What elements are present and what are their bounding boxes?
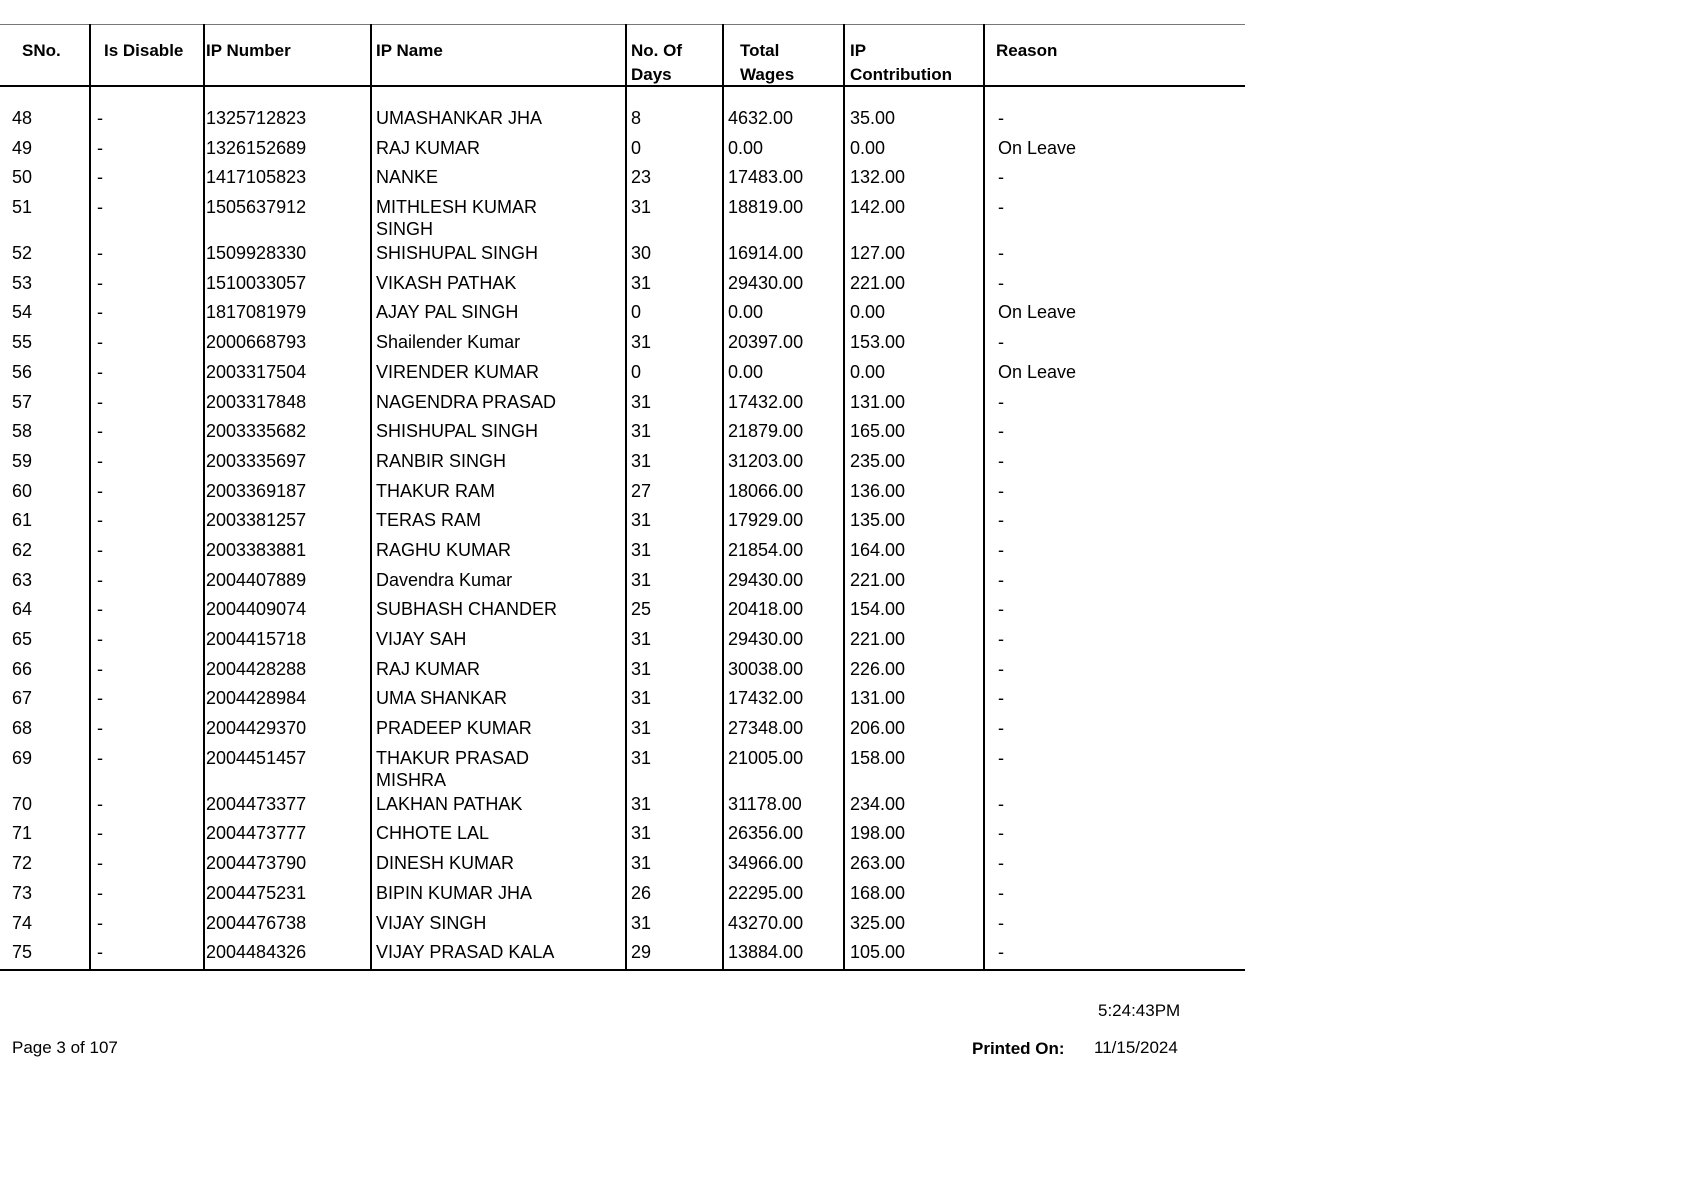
cell-sno: 60 [12,480,33,501]
cell-days: 26 [631,882,652,903]
table-row [0,565,1245,595]
cell-wages: 13884.00 [728,942,804,963]
cell-reason: - [998,569,1004,590]
cell-contribution: 263.00 [850,853,906,874]
cell-days: 31 [631,718,652,739]
table-top-border [0,24,1245,25]
cell-ip-number: 2004451457 [206,747,307,768]
cell-ip-number: 2004415718 [206,629,307,649]
cell-days: 8 [631,108,642,128]
table-row [0,743,1245,789]
cell-ip-name: BIPIN KUMAR JHA [376,882,533,903]
cell-reason: - [998,539,1004,560]
cell-reason: - [998,450,1004,471]
cell-ip-number: 1817081979 [206,302,307,323]
cell-ip-number: 2003381257 [206,510,307,531]
cell-is-disable: - [97,539,103,560]
cell-days: 31 [631,272,652,293]
cell-reason: - [998,912,1004,933]
cell-ip-name: Davendra Kumar [376,569,513,590]
cell-wages: 20397.00 [728,332,804,353]
table-row [0,878,1245,908]
cell-wages: 30038.00 [728,658,804,679]
cell-days: 0 [631,137,642,158]
cell-sno: 72 [12,853,33,874]
cell-reason: - [998,332,1004,353]
cell-sno: 74 [12,912,33,933]
cell-wages: 4632.00 [728,108,794,128]
cell-wages: 34966.00 [728,853,804,874]
cell-ip-number: 2003335682 [206,421,307,442]
cell-ip-name: RAJ KUMAR [376,658,481,679]
cell-contribution: 325.00 [850,912,906,933]
cell-wages: 26356.00 [728,823,804,844]
cell-days: 31 [631,332,652,353]
cell-reason: On Leave [998,137,1077,158]
cell-reason: - [998,942,1004,963]
cell-contribution: 153.00 [850,332,906,353]
cell-days: 31 [631,688,652,709]
cell-reason: - [998,272,1004,293]
cell-reason: - [998,197,1004,218]
cell-contribution: 235.00 [850,450,906,471]
table-row [0,818,1245,848]
printed-on-label: Printed On: [972,1039,1065,1058]
cell-ip-name: VIJAY PRASAD KALA [376,942,555,963]
header-sno: SNo. [22,41,61,60]
cell-contribution: 0.00 [850,361,886,382]
cell-sno: 64 [12,599,33,620]
cell-sno: 67 [12,688,33,709]
cell-wages: 18066.00 [728,480,804,501]
cell-ip-name: Shailender Kumar [376,332,521,353]
cell-ip-number: 1505637912 [206,197,307,218]
table-row [0,683,1245,713]
cell-contribution: 142.00 [850,197,906,218]
cell-ip-number: 2003383881 [206,539,307,560]
header-ip-name: IP Name [376,41,443,60]
cell-is-disable: - [97,243,103,264]
cell-wages: 21879.00 [728,421,804,442]
cell-contribution: 221.00 [850,569,906,590]
cell-contribution: 198.00 [850,823,906,844]
cell-reason: - [998,823,1004,844]
cell-ip-number: 2004428984 [206,688,307,709]
cell-reason: - [998,793,1004,814]
table-row [0,937,1245,967]
cell-sno: 69 [12,747,33,768]
cell-sno: 71 [12,823,33,844]
table-row [0,357,1245,387]
cell-wages: 18819.00 [728,197,804,218]
table-row [0,594,1245,624]
cell-contribution: 135.00 [850,510,906,531]
cell-contribution: 35.00 [850,108,896,128]
cell-sno: 61 [12,510,33,531]
cell-sno: 62 [12,539,33,560]
table-row [0,476,1245,506]
cell-is-disable: - [97,391,103,412]
cell-wages: 21005.00 [728,747,804,768]
cell-reason: - [998,629,1004,649]
cell-ip-number: 2003335697 [206,450,307,471]
cell-reason: - [998,108,1004,128]
cell-ip-name: RANBIR SINGH [376,450,507,471]
header-separator [0,85,1245,87]
cell-sno: 59 [12,450,33,471]
cell-ip-number: 2004428288 [206,658,307,679]
cell-days: 0 [631,361,642,382]
cell-wages: 22295.00 [728,882,804,903]
cell-sno: 57 [12,391,33,412]
cell-is-disable: - [97,629,103,649]
cell-ip-name: MITHLESH KUMAR SINGH [376,197,538,240]
cell-contribution: 158.00 [850,747,906,768]
cell-ip-number: 2004473377 [206,793,307,814]
cell-ip-number: 2003317848 [206,391,307,412]
cell-contribution: 226.00 [850,658,906,679]
cell-reason: - [998,658,1004,679]
table-body [0,103,1245,967]
cell-days: 31 [631,793,652,814]
cell-is-disable: - [97,823,103,844]
cell-ip-number: 1510033057 [206,272,307,293]
cell-ip-number: 2004475231 [206,882,307,903]
cell-sno: 55 [12,332,33,353]
cell-is-disable: - [97,137,103,158]
cell-contribution: 127.00 [850,243,906,264]
cell-reason: On Leave [998,361,1077,382]
cell-is-disable: - [97,302,103,323]
cell-days: 31 [631,658,652,679]
table-row [0,713,1245,743]
cell-days: 31 [631,853,652,874]
cell-wages: 16914.00 [728,243,804,264]
table-row [0,238,1245,268]
cell-days: 31 [631,197,652,218]
cell-wages: 0.00 [728,361,764,382]
cell-days: 31 [631,391,652,412]
cell-ip-name: RAJ KUMAR [376,137,481,158]
cell-ip-number: 1325712823 [206,108,307,128]
table-row [0,268,1245,298]
cell-reason: - [998,243,1004,264]
cell-sno: 56 [12,361,33,382]
table-row [0,387,1245,417]
cell-ip-name: VIJAY SAH [376,629,467,649]
header-contribution: IP Contribution [850,41,952,84]
cell-sno: 54 [12,302,33,323]
cell-contribution: 132.00 [850,167,906,188]
cell-days: 27 [631,480,652,501]
cell-days: 31 [631,569,652,590]
cell-ip-number: 1509928330 [206,243,307,264]
cell-is-disable: - [97,450,103,471]
cell-wages: 17432.00 [728,391,804,412]
cell-ip-name: AJAY PAL SINGH [376,302,519,323]
cell-is-disable: - [97,747,103,768]
table-row [0,192,1245,238]
cell-contribution: 168.00 [850,882,906,903]
cell-sno: 65 [12,629,33,649]
cell-contribution: 131.00 [850,391,906,412]
cell-ip-name: SHISHUPAL SINGH [376,421,539,442]
cell-wages: 17432.00 [728,688,804,709]
cell-reason: - [998,480,1004,501]
cell-is-disable: - [97,108,103,128]
cell-reason: - [998,510,1004,531]
cell-reason: On Leave [998,302,1077,323]
table-row [0,789,1245,819]
cell-sno: 73 [12,882,33,903]
cell-ip-number: 2004429370 [206,718,307,739]
table-row [0,297,1245,327]
table-row [0,624,1245,654]
table-row [0,505,1245,535]
cell-contribution: 105.00 [850,942,906,963]
cell-ip-number: 2000668793 [206,332,307,353]
cell-days: 31 [631,747,652,768]
cell-wages: 31203.00 [728,450,804,471]
table-row [0,133,1245,163]
cell-days: 29 [631,942,652,963]
table-row [0,446,1245,476]
cell-contribution: 136.00 [850,480,906,501]
table-bottom-border [0,969,1245,971]
cell-is-disable: - [97,912,103,933]
cell-contribution: 221.00 [850,272,906,293]
cell-wages: 17483.00 [728,167,804,188]
cell-ip-number: 2004407889 [206,569,307,590]
cell-is-disable: - [97,332,103,353]
cell-days: 0 [631,302,642,323]
table-row [0,327,1245,357]
cell-wages: 43270.00 [728,912,804,933]
table-row [0,908,1245,938]
cell-is-disable: - [97,480,103,501]
cell-ip-name: NAGENDRA PRASAD [376,391,557,412]
cell-wages: 0.00 [728,137,764,158]
cell-ip-name: THAKUR PRASAD MISHRA [376,747,530,790]
cell-days: 23 [631,167,652,188]
cell-is-disable: - [97,853,103,874]
cell-sno: 58 [12,421,33,442]
cell-contribution: 165.00 [850,421,906,442]
cell-ip-name: THAKUR RAM [376,480,496,501]
cell-ip-number: 2004409074 [206,599,307,620]
cell-reason: - [998,853,1004,874]
cell-contribution: 154.00 [850,599,906,620]
cell-contribution: 131.00 [850,688,906,709]
cell-sno: 66 [12,658,33,679]
header-wages: Total Wages [740,41,795,84]
table-row [0,416,1245,446]
cell-is-disable: - [97,658,103,679]
header-reason: Reason [996,41,1058,60]
cell-ip-number: 1417105823 [206,167,307,188]
cell-wages: 17929.00 [728,510,804,531]
cell-ip-name: NANKE [376,167,439,188]
cell-contribution: 206.00 [850,718,906,739]
cell-is-disable: - [97,599,103,620]
cell-days: 31 [631,421,652,442]
cell-ip-number: 2004473790 [206,853,307,874]
cell-ip-number: 2003369187 [206,480,307,501]
table-row [0,103,1245,133]
cell-is-disable: - [97,272,103,293]
header-ip-number: IP Number [206,41,291,60]
cell-ip-number: 1326152689 [206,137,307,158]
cell-days: 25 [631,599,652,620]
cell-reason: - [998,421,1004,442]
cell-ip-name: LAKHAN PATHAK [376,793,523,814]
cell-days: 31 [631,539,652,560]
cell-ip-number: 2004473777 [206,823,307,844]
cell-wages: 29430.00 [728,272,804,293]
cell-wages: 27348.00 [728,718,804,739]
cell-ip-name: RAGHU KUMAR [376,539,512,560]
print-time: 5:24:43PM [1098,1001,1181,1020]
cell-contribution: 0.00 [850,302,886,323]
cell-reason: - [998,391,1004,412]
header-days: No. Of Days [631,41,682,84]
cell-wages: 20418.00 [728,599,804,620]
table-row [0,535,1245,565]
cell-wages: 31178.00 [728,793,802,814]
cell-is-disable: - [97,793,103,814]
header-is-disable: Is Disable [104,41,184,60]
cell-wages: 29430.00 [728,629,804,649]
cell-reason: - [998,688,1004,709]
cell-contribution: 0.00 [850,137,886,158]
cell-reason: - [998,747,1004,768]
cell-ip-number: 2003317504 [206,361,307,382]
cell-is-disable: - [97,688,103,709]
cell-contribution: 164.00 [850,539,906,560]
cell-ip-name: CHHOTE LAL [376,823,490,844]
cell-wages: 0.00 [728,302,764,323]
cell-wages: 29430.00 [728,569,804,590]
cell-ip-name: UMASHANKAR JHA [376,108,543,128]
cell-days: 31 [631,510,652,531]
cell-sno: 75 [12,942,33,963]
cell-sno: 51 [12,197,33,218]
cell-ip-name: PRADEEP KUMAR [376,718,532,739]
cell-sno: 70 [12,793,33,814]
cell-reason: - [998,718,1004,739]
cell-reason: - [998,167,1004,188]
cell-days: 30 [631,243,652,264]
cell-is-disable: - [97,882,103,903]
cell-days: 31 [631,912,652,933]
cell-days: 31 [631,823,652,844]
cell-days: 31 [631,450,652,471]
cell-is-disable: - [97,569,103,590]
table-row [0,162,1245,192]
cell-ip-name: SUBHASH CHANDER [376,599,558,620]
printed-date: 11/15/2024 [1094,1038,1178,1057]
cell-sno: 53 [12,272,33,293]
cell-sno: 68 [12,718,33,739]
cell-ip-number: 2004484326 [206,942,307,963]
cell-is-disable: - [97,361,103,382]
cell-ip-name: SHISHUPAL SINGH [376,243,539,264]
cell-sno: 63 [12,569,33,590]
cell-is-disable: - [97,421,103,442]
page-number: Page 3 of 107 [12,1038,118,1057]
cell-is-disable: - [97,167,103,188]
cell-sno: 48 [12,108,33,128]
cell-ip-name: VIRENDER KUMAR [376,361,540,382]
cell-days: 31 [631,629,652,649]
cell-ip-name: DINESH KUMAR [376,853,515,874]
cell-is-disable: - [97,197,103,218]
cell-reason: - [998,599,1004,620]
cell-reason: - [998,882,1004,903]
cell-ip-number: 2004476738 [206,912,307,933]
cell-sno: 52 [12,243,33,264]
cell-is-disable: - [97,718,103,739]
cell-is-disable: - [97,942,103,963]
cell-is-disable: - [97,510,103,531]
cell-wages: 21854.00 [728,539,804,560]
cell-ip-name: UMA SHANKAR [376,688,508,709]
cell-sno: 49 [12,137,33,158]
cell-contribution: 221.00 [850,629,906,649]
cell-contribution: 234.00 [850,793,906,814]
cell-ip-name: VIJAY SINGH [376,912,487,933]
table-row [0,654,1245,684]
cell-ip-name: VIKASH PATHAK [376,272,517,293]
cell-ip-name: TERAS RAM [376,510,482,531]
table-row [0,848,1245,878]
cell-sno: 50 [12,167,33,188]
